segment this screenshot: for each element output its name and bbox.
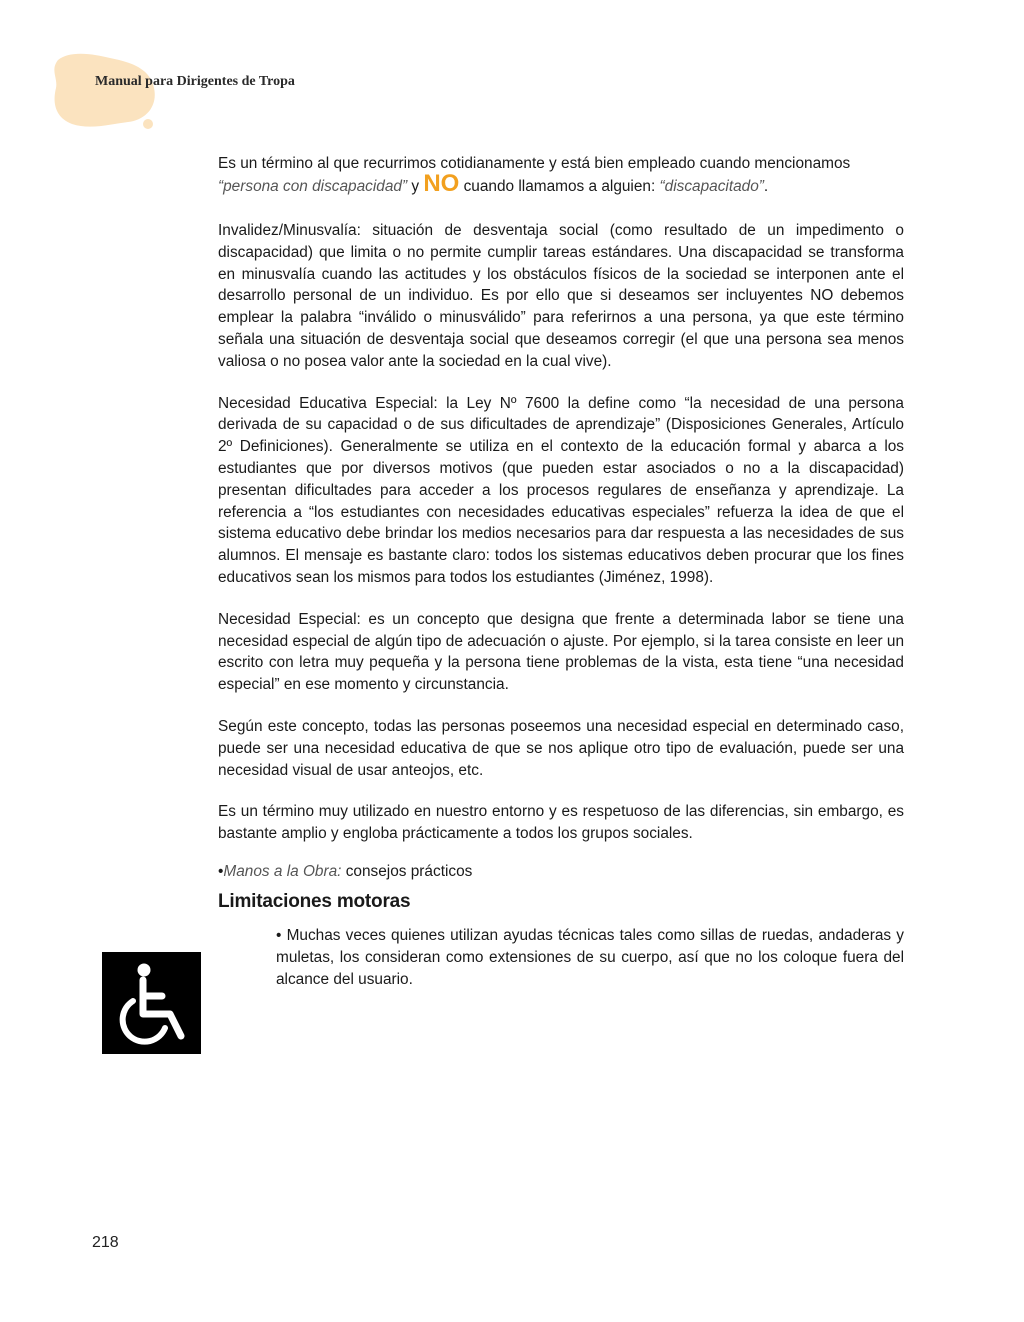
paragraph-invalidez: Invalidez/Minusvalía: situación de desventaja social (como resultado de un impedimento o discapacidad) que limita o no permite cumplir tareas estándares. Una discapacidad se transforma en minusvalía cuando las actitudes y los obstáculos físicos de la sociedad se interponen ante el desarrollo personal de un individuo. Es por ello que si deseamos ser incluyentes NO debemos emplear la palabra “inválido o minusválido” para referirnos a una persona, ya que este término señala una situación de desventaja social que deseamos corregir (el que una persona sea menos valiosa o no posea valor ante la sociedad en la cual vive). [218, 222, 904, 370]
main-content [218, 152, 904, 990]
intro-paragraph: Es un término al que recurrimos cotidianamente y está bien empleado cuando mencionamos “persona con discapacidad” y NO cuando llamamos a alguien: “discapacitado”. [218, 155, 851, 197]
intro-italic-phrase: “persona con discapacidad” [218, 178, 408, 195]
no-emphasis: NO [423, 170, 460, 197]
tips-line: •Manos a la Obra: consejos prácticos [218, 862, 473, 880]
wheelchair-icon [102, 952, 201, 1054]
paragraph-necesidad-educativa: Necesidad Educativa Especial: la Ley Nº 7600 la define como “la necesidad de una persona derivada de su capacidad o de sus dificultades de aprendizaje” (Disposiciones Generales, Artículo 2º Definiciones). Generalmente se utiliza en el contexto de la educación formal y abarca a los estudiantes que por diversos motivos (que pueden estar asociados o no a la discapacidad) presentan dificultades para acceder a los procesos regulares de enseñanza y aprendizaje. La referencia a “los estudiantes con necesidades educativas especiales” refuerza la idea de que el sistema educativo debe brindar los medios necesarios para dar respuesta a las necesidades de sus alumnos. El mensaje es bastante claro: todos los sistemas educativos deben procurar que los fines educativos sean los mismos para todos los estudiantes (Jiménez, 1998). [218, 394, 904, 586]
bullet-item: • Muchas veces quienes utilizan ayudas técnicas tales como sillas de ruedas, andaderas y muletas, los consideran como extensiones de su cuerpo, así que no los coloque fuera del alcance del usuario. [276, 926, 904, 988]
running-header-title: Manual para Dirigentes de Tropa [95, 74, 295, 89]
paragraph-segun-concepto: Según este concepto, todas las personas poseemos una necesidad especial en determinado caso, puede ser una necesidad educativa de que se nos aplique otro tipo de evaluación, puede ser una necesidad visual de usar anteojos, etc. [218, 717, 904, 779]
section-heading: Limitaciones motoras [218, 890, 411, 912]
orange-blob-decoration [50, 48, 160, 132]
paragraph-termino-utilizado: Es un término muy utilizado en nuestro entorno y es respetuoso de las diferencias, sin embargo, es bastante amplio y engloba prácticamente a todos los grupos sociales. [218, 803, 904, 843]
page-number: 218 [92, 1234, 119, 1251]
intro-italic-term: “discapacitado” [659, 178, 764, 195]
paragraph-necesidad-especial: Necesidad Especial: es un concepto que designa que frente a determinada labor se tiene una necesidad especial de algún tipo de adecuación o ajuste. Por ejemplo, si la tarea consiste en leer un escrito con letra muy pequeña y la persona tiene problemas de la vista, esta tiene “una necesidad especial” en ese momento y circunstancia. [218, 610, 904, 694]
